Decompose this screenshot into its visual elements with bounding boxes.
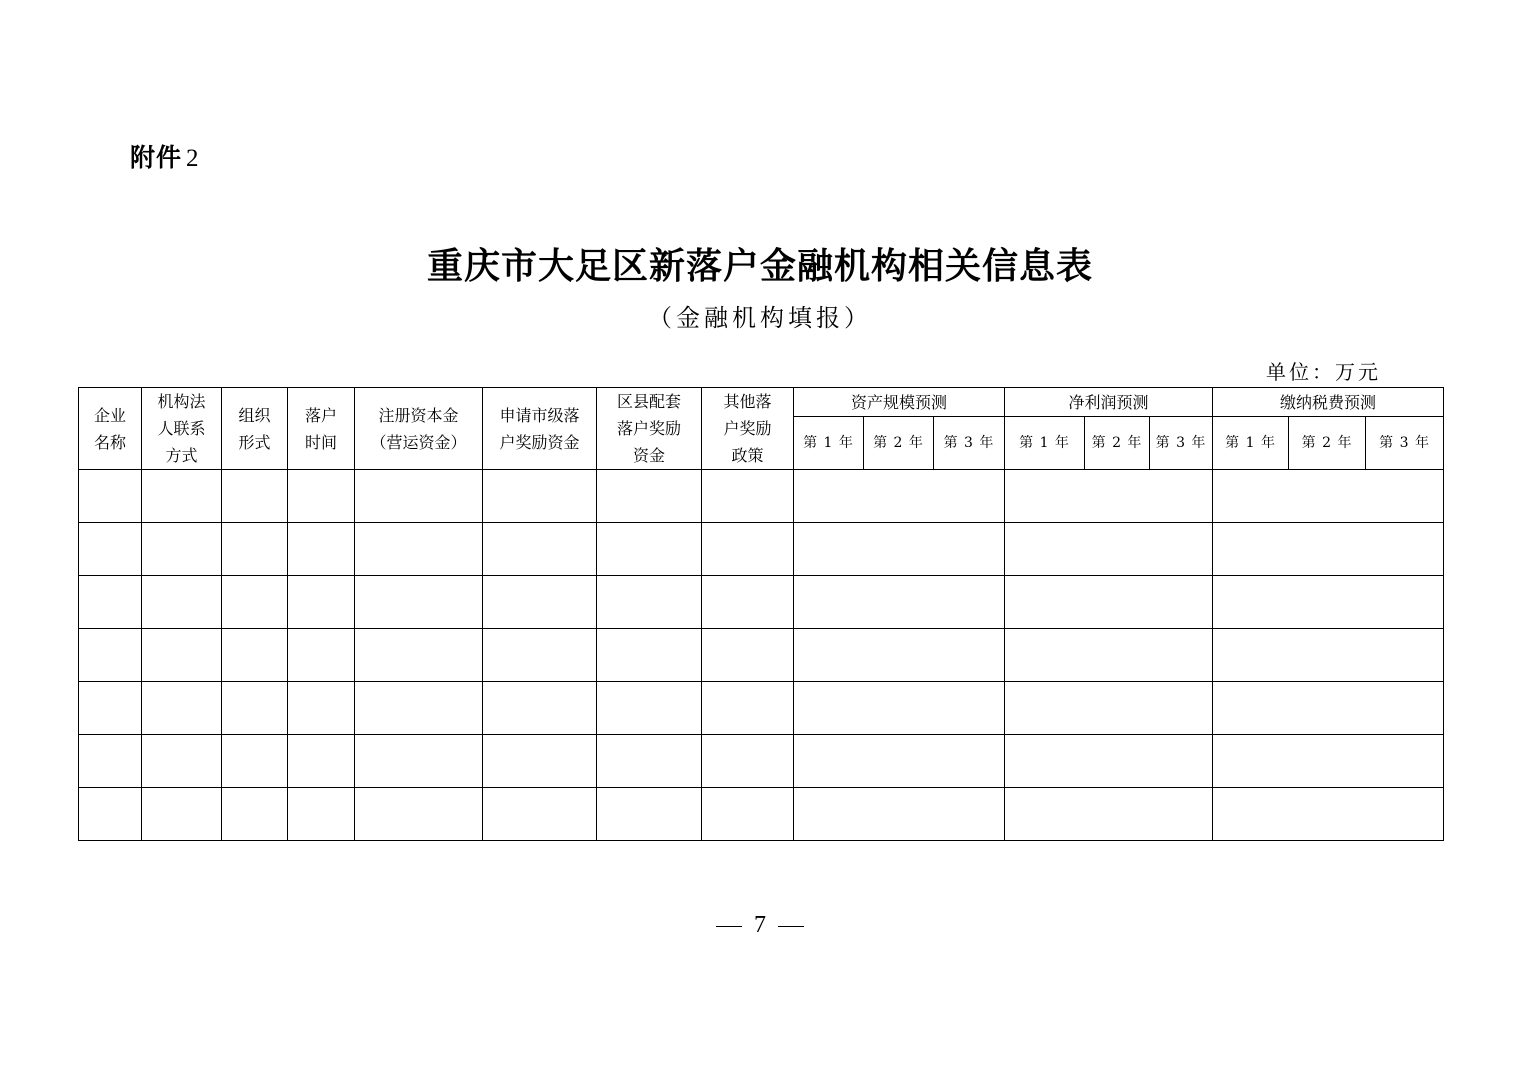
page-number [0,912,1520,939]
cell-city-reward [483,682,597,735]
cell-county-reward [597,682,702,735]
cell-legal-contact [142,629,222,682]
cell-other-policy [702,629,794,682]
header-tax-year-2: 第 2 年 [1289,417,1366,470]
cell-county-reward [597,523,702,576]
cell-other-policy [702,576,794,629]
cell-tax-forecast [1213,735,1444,788]
page-number-value: 7 [754,912,766,938]
cell-city-reward [483,523,597,576]
cell-registered-capital [355,735,483,788]
header-profit-year-3: 第 3 年 [1150,417,1213,470]
cell-settle-time [288,682,355,735]
header-registered-capital [355,388,483,470]
page-number-dash-right [778,926,804,927]
cell-asset-forecast [794,788,1005,841]
cell-settle-time [288,523,355,576]
attachment-label [130,138,200,174]
header-line: 申请市级落 [499,405,580,425]
cell-profit-forecast [1005,735,1213,788]
cell-company-name [79,735,142,788]
cell-org-form [222,576,288,629]
header-asset-year-1: 第 1 年 [794,417,864,470]
cell-profit-forecast [1005,682,1213,735]
header-line: 方式 [165,446,198,465]
header-other-policy [702,388,794,470]
header-tax-forecast: 缴纳税费预测 [1213,388,1444,417]
info-table [78,387,1444,841]
header-line: 时间 [304,432,337,452]
header-line: 落户奖励 [616,419,681,438]
header-company-name [79,388,142,470]
header-asset-forecast: 资产规模预测 [794,388,1005,417]
cell-county-reward [597,576,702,629]
header-legal-contact [142,388,222,470]
table-row [79,523,1444,576]
header-tax-year-1: 第 1 年 [1213,417,1289,470]
cell-county-reward [597,470,702,523]
cell-company-name [79,682,142,735]
cell-asset-forecast [794,682,1005,735]
cell-legal-contact [142,735,222,788]
table-row [79,576,1444,629]
table-row [79,629,1444,682]
unit-label: 单位：万元 [1266,360,1381,384]
cell-settle-time [288,735,355,788]
cell-other-policy [702,523,794,576]
header-line: 户奖励 [723,419,772,438]
cell-city-reward [483,629,597,682]
header-line: 人联系 [157,419,206,438]
cell-registered-capital [355,682,483,735]
header-county-reward [597,388,702,470]
cell-tax-forecast [1213,788,1444,841]
cell-company-name [79,523,142,576]
header-asset-year-2: 第 2 年 [864,417,934,470]
cell-county-reward [597,788,702,841]
cell-city-reward [483,576,597,629]
cell-org-form [222,523,288,576]
cell-other-policy [702,682,794,735]
cell-legal-contact [142,682,222,735]
cell-other-policy [702,788,794,841]
header-line: 政策 [731,446,764,465]
attachment-text: 附件 [130,143,183,172]
cell-asset-forecast [794,523,1005,576]
cell-legal-contact [142,470,222,523]
header-city-reward [483,388,597,470]
cell-tax-forecast [1213,682,1444,735]
cell-settle-time [288,576,355,629]
cell-settle-time [288,629,355,682]
cell-city-reward [483,788,597,841]
header-settle-time [288,388,355,470]
cell-legal-contact [142,523,222,576]
cell-org-form [222,788,288,841]
header-line: 户奖励资金 [499,432,580,452]
header-line: 组织 [238,405,271,425]
cell-company-name [79,470,142,523]
header-line: 其他落 [723,392,772,411]
cell-county-reward [597,735,702,788]
cell-org-form [222,682,288,735]
cell-org-form [222,470,288,523]
cell-asset-forecast [794,576,1005,629]
cell-legal-contact [142,788,222,841]
page-number-dash-left [716,926,742,927]
cell-other-policy [702,470,794,523]
table-row [79,470,1444,523]
table-row [79,788,1444,841]
header-line: （营运资金） [370,432,467,452]
header-org-form [222,388,288,470]
cell-registered-capital [355,576,483,629]
header-line: 名称 [93,432,126,452]
cell-org-form [222,735,288,788]
cell-org-form [222,629,288,682]
document-title: 重庆市大足区新落户金融机构相关信息表 [426,245,1093,287]
header-line: 注册资本金 [378,405,459,425]
cell-company-name [79,788,142,841]
cell-tax-forecast [1213,470,1444,523]
attachment-number: 2 [186,145,200,172]
cell-profit-forecast [1005,576,1213,629]
cell-profit-forecast [1005,523,1213,576]
header-profit-year-2: 第 2 年 [1085,417,1150,470]
cell-registered-capital [355,629,483,682]
cell-tax-forecast [1213,523,1444,576]
header-tax-year-3: 第 3 年 [1366,417,1444,470]
cell-profit-forecast [1005,788,1213,841]
header-profit-forecast: 净利润预测 [1005,388,1213,417]
cell-tax-forecast [1213,576,1444,629]
header-profit-year-1: 第 1 年 [1005,417,1085,470]
document-subtitle: （金融机构填报） [648,304,872,332]
cell-settle-time [288,470,355,523]
cell-company-name [79,629,142,682]
cell-registered-capital [355,470,483,523]
header-line: 区县配套 [616,392,681,411]
table-row [79,682,1444,735]
cell-tax-forecast [1213,629,1444,682]
cell-asset-forecast [794,470,1005,523]
header-line: 落户 [304,405,337,425]
header-line: 机构法 [157,392,206,411]
header-line: 企业 [93,405,126,425]
cell-city-reward [483,735,597,788]
header-line: 资金 [632,446,665,465]
cell-asset-forecast [794,735,1005,788]
cell-profit-forecast [1005,629,1213,682]
header-line: 形式 [238,432,271,452]
cell-company-name [79,576,142,629]
cell-settle-time [288,788,355,841]
cell-registered-capital [355,788,483,841]
cell-profit-forecast [1005,470,1213,523]
cell-city-reward [483,470,597,523]
cell-county-reward [597,629,702,682]
cell-other-policy [702,735,794,788]
cell-asset-forecast [794,629,1005,682]
cell-legal-contact [142,576,222,629]
table-row [79,735,1444,788]
cell-registered-capital [355,523,483,576]
header-asset-year-3: 第 3 年 [934,417,1005,470]
